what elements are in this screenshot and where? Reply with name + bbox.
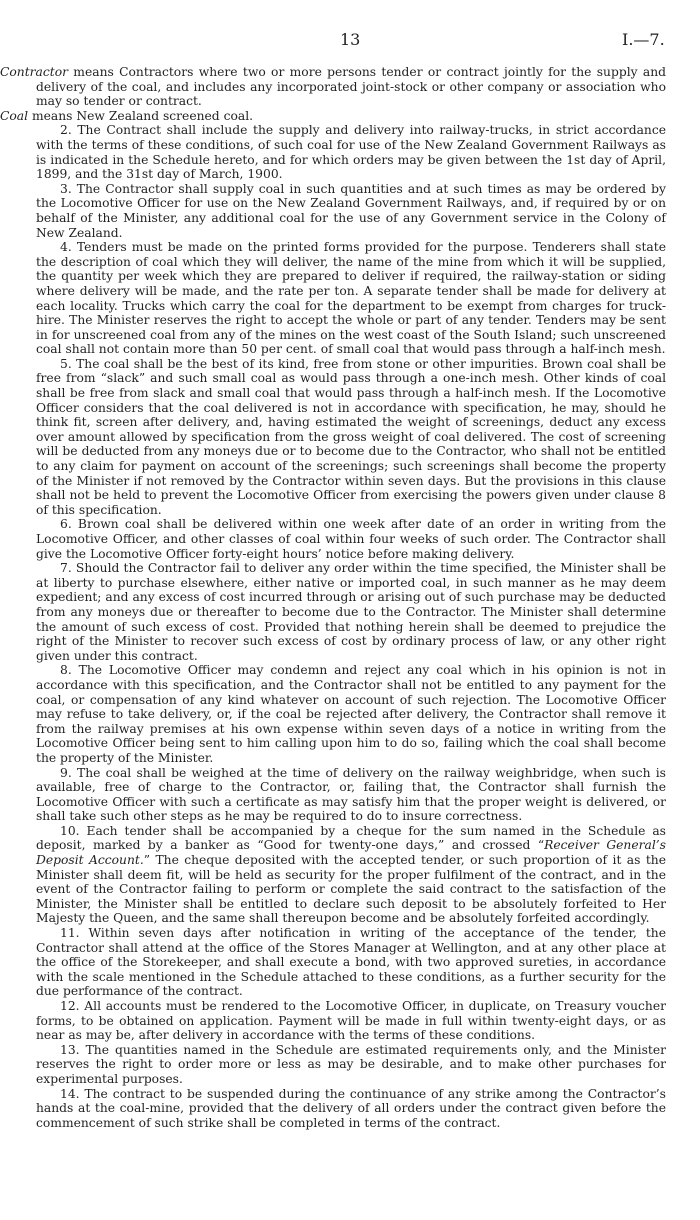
clause-4: 4. Tenders must be made on the printed forms provided for the purpose. Tenderers shall state the description of coal which they will deliver, the name of the mine from which it will be supplied, the quantity per week which they are prepared to deliver if required, the railway-station or siding where delivery will be made, and the rate per ton. A separate tender shall be made for delivery at each locality. Trucks which carry the coal for the department to be exempt from charges for truck-hire. The Minister reserves the right to accept the whole or part of any tender. Tenders may be sent in for unscreened coal from any of the mines on the west coast of the South Island; such unscreened coal shall not contain more than 50 per cent. of small coal that would pass through a half-inch mesh. — [36, 240, 666, 357]
clause-2: 2. The Contract shall include the supply and delivery into railway-trucks, in strict accordance with the terms of these conditions, of such coal for use of the New Zealand Government Railways as is indicated in the Schedule hereto, and for which orders may be given between the 1st day of April, 1899, and the 31st day of March, 1900. — [36, 123, 666, 182]
clause-10-account-name: Receiver General’s Deposit Account. — [36, 838, 666, 868]
definition-contractor — [0, 65, 666, 109]
clause-8: 8. The Locomotive Officer may condemn and reject any coal which in his opinion is not in accordance with this specification, and the Contractor shall not be entitled to any payment for the coal, or compensation of any kind whatever on account of such rejection. The Locomotive Officer may refuse to take delivery, or, if the coal be rejected after delivery, the Contractor shall remove it from the railway premises at his own expense within seven days of a notice in writing from the Locomotive Officer being sent to him calling upon him to do so, failing which the coal shall become the property of the Minister. — [36, 663, 666, 765]
clause-10 — [36, 824, 666, 926]
clause-10-text: 10. Each tender shall be accompanied by a cheque for the sum named in the Schedule as deposit, marked by a banker as “Good for twenty-one days,” and crossed “ — [36, 823, 666, 853]
clause-5: 5. The coal shall be the best of its kind, free from stone or other impurities. Brown coal shall be free from “slack” and such small coal as would pass through a one-inch mesh. Other kinds of coal shall be free from slack and small coal that would pass through a half-inch mesh. If the Locomotive Officer considers that the coal delivered is not in accordance with specification, he may, should he think fit, screen after delivery, and, having estimated the weight of screenings, deduct any excess over amount allowed by specification from the gross weight of coal delivered. The cost of screening will be deducted from any moneys due or to become due to the Contractor, who shall not be entitled to any claim for payment on account of the screenings; such screenings shall become the property of the Minister if not removed by the Contractor within seven days. But the provisions in this clause shall not be held to prevent the Locomotive Officer from exercising the powers given under clause 8 of this specification. — [36, 356, 666, 517]
document-reference: I.—7. — [622, 30, 665, 49]
clause-6: 6. Brown coal shall be delivered within one week after date of an order in writing from the Locomotive Officer, and other classes of coal within four weeks of such order. The Contractor shall give the Locomotive Officer forty-eight hours’ notice before making delivery. — [36, 517, 666, 561]
page-header — [0, 30, 700, 50]
clause-3: 3. The Contractor shall supply coal in such quantities and at such times as may be ordered by the Locomotive Officer for use on the New Zealand Government Railways, and, if required by or on behalf of the Minister, any additional coal for the use of any Government service in the Colony of New Zealand. — [36, 181, 666, 240]
definition-coal — [0, 108, 666, 124]
clause-11: 11. Within seven days after notification in writing of the acceptance of the tender, the Contractor shall attend at the office of the Stores Manager at Wellington, and at any other place at the office of the Storekeeper, and shall execute a bond, with two approved sureties, in accordance with the scale mentioned in the Schedule attached to these conditions, as a further security for the due performance of the contract. — [36, 926, 666, 999]
clause-10-text-continued: ” The cheque deposited with the accepted tender, or such proportion of it as the Minister shall deem fit, will be held as security for the proper fulfilment of the contract, and in the event of the Contractor failing to perform or complete the said contract to the satisfaction of the Minister, the Minister shall be entitled to declare such deposit to be absolutely forfeited to Her Majesty the Queen, and the same shall thereupon become and be absolutely forfeited accordingly. — [36, 853, 666, 926]
clause-12: 12. All accounts must be rendered to the Locomotive Officer, in duplicate, on Treasury voucher forms, to be obtained on application. Payment will be made in full within twenty-eight days, or as near as may be, after delivery in accordance with the terms of these conditions. — [36, 999, 666, 1043]
definition-text: means New Zealand screened coal. — [28, 108, 254, 123]
document-body — [0, 65, 666, 1130]
page-number: 13 — [340, 30, 361, 49]
definition-text: means Contractors where two or more persons tender or contract jointly for the supply and delivery of the coal, and includes any incorporated joint-stock or other company or association who may so tender or contract. — [36, 65, 666, 109]
clause-9: 9. The coal shall be weighed at the time of delivery on the railway weighbridge, when such is available, free of charge to the Contractor, or, failing that, the Contractor shall furnish the Locomotive Officer with such a certificate as may satisfy him that the proper weight is delivered, or shall take such other steps as he may be required to do to insure correctness. — [36, 765, 666, 824]
definition-term: Coal — [0, 108, 29, 123]
clause-14: 14. The contract to be suspended during the continuance of any strike among the Contractor’s hands at the coal-mine, provided that the delivery of all orders under the contract given before the commencement of such strike shall be completed in terms of the contract. — [36, 1086, 666, 1130]
clause-7: 7. Should the Contractor fail to deliver any order within the time specified, the Minister shall be at liberty to purchase elsewhere, either native or imported coal, in such manner as he may deem expedient; and any excess of cost incurred through or arising out of such purchase may be deducted from any moneys due or thereafter to become due to the Contractor. The Minister shall determine the amount of such excess of cost. Provided that nothing herein shall be deemed to prejudice the right of the Minister to recover such excess of cost by ordinary process of law, or any other right given under this contract. — [36, 561, 666, 663]
definition-term: Contractor — [0, 65, 68, 79]
clause-13: 13. The quantities named in the Schedule are estimated requirements only, and the Minister reserves the right to order more or less as may be desirable, and to make other purchases for experimental purposes. — [36, 1042, 666, 1086]
